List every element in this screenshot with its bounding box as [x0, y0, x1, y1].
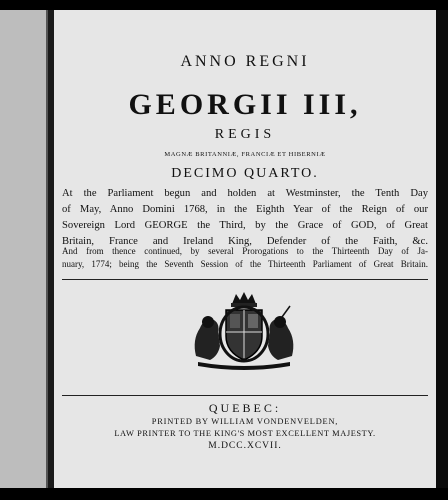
parliament-paragraph	[62, 186, 428, 250]
printer-name: PRINTED BY WILLIAM VONDENVELDEN,	[151, 417, 339, 426]
left-page-edge	[0, 10, 48, 488]
divider-top	[62, 279, 428, 280]
scan-border-right	[436, 10, 448, 488]
royal-coat-of-arms-icon	[174, 290, 314, 370]
georgii-heading: GEORGII III,	[128, 88, 362, 121]
divider-bottom	[62, 395, 428, 396]
parliament-line-4: Britain, France and Ireland King, Defender of the Faith, &c.	[62, 236, 428, 247]
publication-year: M.DCC.XCVII.	[208, 441, 282, 451]
parliament-line-2: of May, Anno Domini 1768, in the Eighth Year of the Reign of our	[62, 204, 428, 215]
scan-border-top	[0, 0, 448, 10]
parliament-line-1: At the Parliament begun and holden at Westminster, the Tenth Day	[62, 188, 428, 199]
title-page	[54, 10, 436, 488]
prorogation-line-1: And from thence continued, by several Prorogations to the Thirteenth Day of Ja-	[62, 246, 428, 256]
regis-heading: REGIS	[214, 127, 276, 142]
place-of-printing: QUEBEC:	[208, 401, 282, 415]
prorogation-line-2: nuary, 1774; being the Seventh Session of the Thirteenth Parliament of Great Britain.	[62, 259, 428, 269]
printer-title: LAW PRINTER TO THE KING'S MOST EXCELLENT MAJESTY.	[114, 429, 376, 438]
prorogation-paragraph	[62, 245, 428, 271]
kingdoms-subheading: MAGNÆ BRITANNIÆ, FRANCIÆ ET HIBERNIÆ	[164, 151, 326, 158]
parliament-line-3: Sovereign Lord GEORGE the Third, by the Grace of GOD, of Great	[62, 220, 428, 231]
scan-border-bottom	[0, 488, 448, 500]
anno-regni-heading: ANNO REGNI	[180, 53, 310, 70]
decimo-quarto-heading: DECIMO QUARTO.	[171, 166, 319, 181]
